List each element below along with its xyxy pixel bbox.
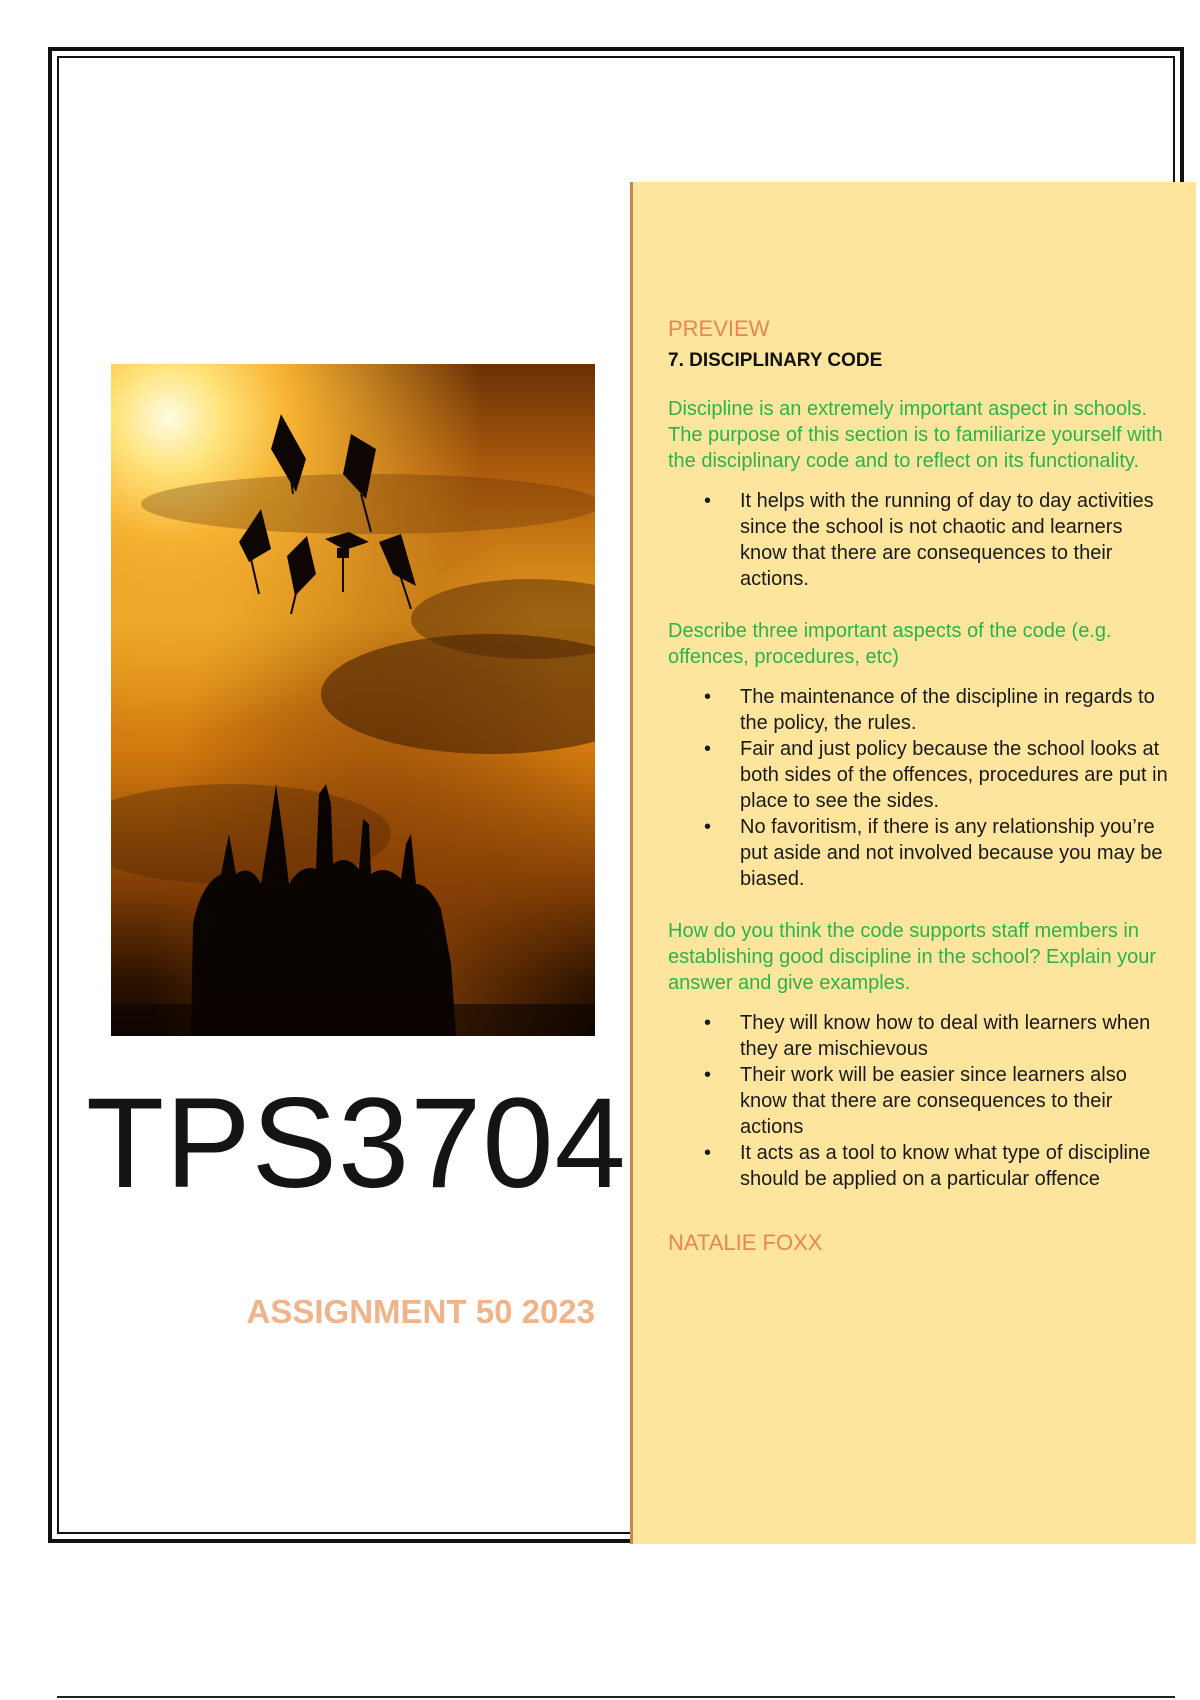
answer-item: • Their work will be easier since learners also know that there are consequences to their actions (740, 1062, 1168, 1140)
answer-item: • It acts as a tool to know what type of discipline should be applied on a particular offence (740, 1140, 1168, 1192)
prompt-text: Describe three important aspects of the code (e.g. offences, procedures, etc) (668, 620, 1112, 668)
preview-panel-content (668, 316, 1168, 1278)
answer-item: • They will know how to deal with learners when they are mischievous (740, 1010, 1168, 1062)
author-name: NATALIE FOXX (668, 1230, 823, 1255)
answer-list (668, 1010, 1168, 1192)
course-code: TPS3704 (86, 1072, 627, 1215)
graduation-silhouette-illustration (111, 364, 595, 1036)
answer-list (668, 684, 1168, 892)
answer-item: • It helps with the running of day to day activities since the school is not chaotic and learners know that there are consequences to their actions. (740, 488, 1168, 592)
answer-item: • Fair and just policy because the school looks at both sides of the offences, procedures are put in place to see the sides. (740, 736, 1168, 814)
footer-divider (57, 1696, 1175, 1698)
answer-item: • The maintenance of the discipline in regards to the policy, the rules. (740, 684, 1168, 736)
answer-list (668, 488, 1168, 592)
section-title: 7. DISCIPLINARY CODE (668, 350, 883, 371)
prompt-text: How do you think the code supports staff members in establishing good discipline in the school? Explain your answer and give examples. (668, 920, 1157, 994)
answer-item: • No favoritism, if there is any relationship you’re put aside and not involved because you may be biased. (740, 814, 1168, 892)
prompt-text: Discipline is an extremely important aspect in schools. The purpose of this section is to familiarize yourself with the disciplinary code and to reflect on its functionality. (668, 398, 1163, 472)
preview-label: PREVIEW (668, 316, 770, 341)
assignment-title: ASSIGNMENT 50 2023 (246, 1293, 595, 1330)
graduation-caps-sunset-image (111, 364, 595, 1036)
